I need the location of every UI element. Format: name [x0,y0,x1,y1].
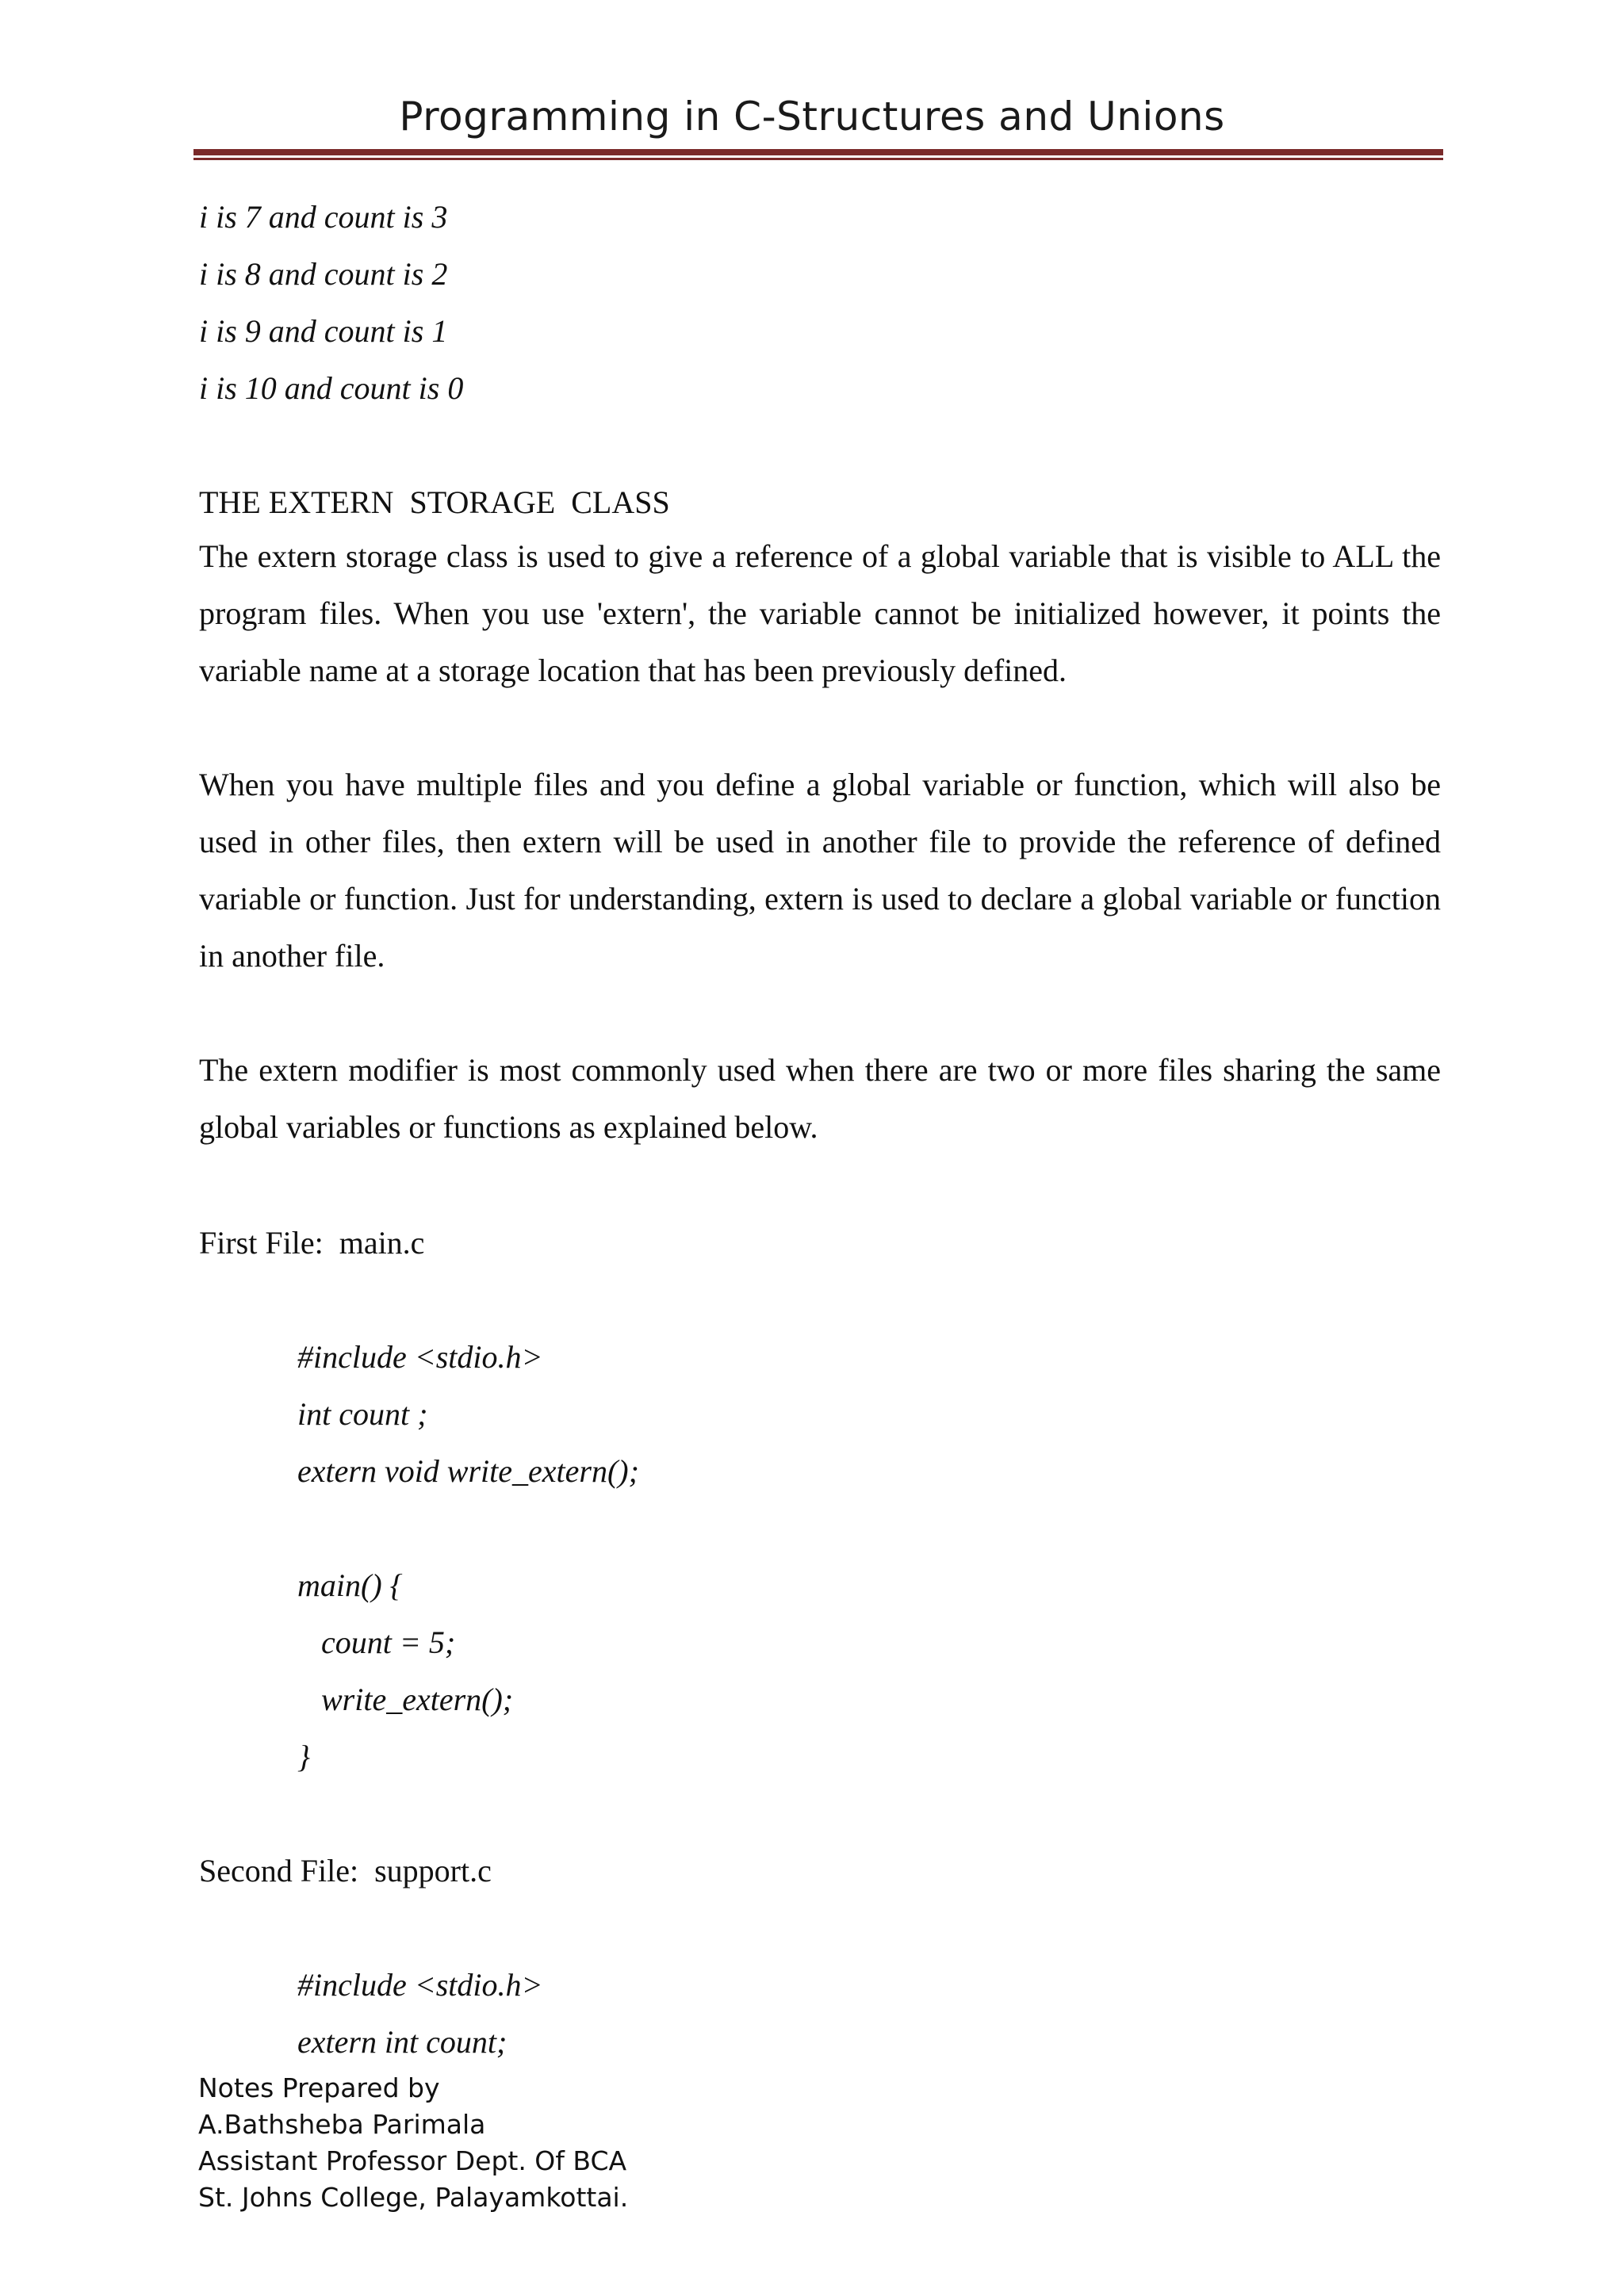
header-rule-thin [193,158,1443,160]
output-line: i is 7 and count is 3 [199,199,448,235]
code-line: int count ; [297,1396,428,1432]
code-line: #include <stdio.h> [297,1339,543,1375]
output-line: i is 10 and count is 0 [199,370,464,406]
paragraph-extern-modifier: The extern modifier is most commonly used when there are two or more files sharing the same global variables or functions as explained below. [199,1052,1441,1145]
code-line: main() { [297,1567,403,1603]
first-file-label: First File: main.c [199,1225,425,1261]
output-line: i is 9 and count is 1 [199,313,448,349]
footer-line: A.Bathsheba Parimala [198,2109,486,2140]
paragraph-extern-definition: The extern storage class is used to give a reference of a global variable that is visible to ALL the program files. When you use 'extern', the variable cannot be initialized however, it points the variable name at a storage location that has been previously defined. [199,538,1441,688]
code-line: #include <stdio.h> [297,1967,543,2003]
page-title: Programming in C-Structures and Unions [399,94,1225,140]
second-file-label: Second File: support.c [199,1853,492,1888]
code-line: count = 5; [321,1624,456,1660]
paragraph-extern-multiple-files: When you have multiple files and you define a global variable or function, which will also be used in other files, then extern will be used in another file to provide the reference of defined variable or function. Just for understanding, extern is used to declare a global variable or function in another file. [199,767,1441,974]
code-line: } [297,1739,310,1774]
footer-line: St. Johns College, Palayamkottai. [198,2182,629,2213]
code-line: extern int count; [297,2024,508,2060]
header-rule-thick [193,149,1443,155]
code-line: extern void write_extern(); [297,1453,639,1489]
output-line: i is 8 and count is 2 [199,256,448,292]
code-line: write_extern(); [321,1682,514,1717]
section-heading: THE EXTERN STORAGE CLASS [199,484,670,520]
footer-line: Assistant Professor Dept. Of BCA [198,2145,627,2176]
footer-line: Notes Prepared by [198,2072,440,2103]
